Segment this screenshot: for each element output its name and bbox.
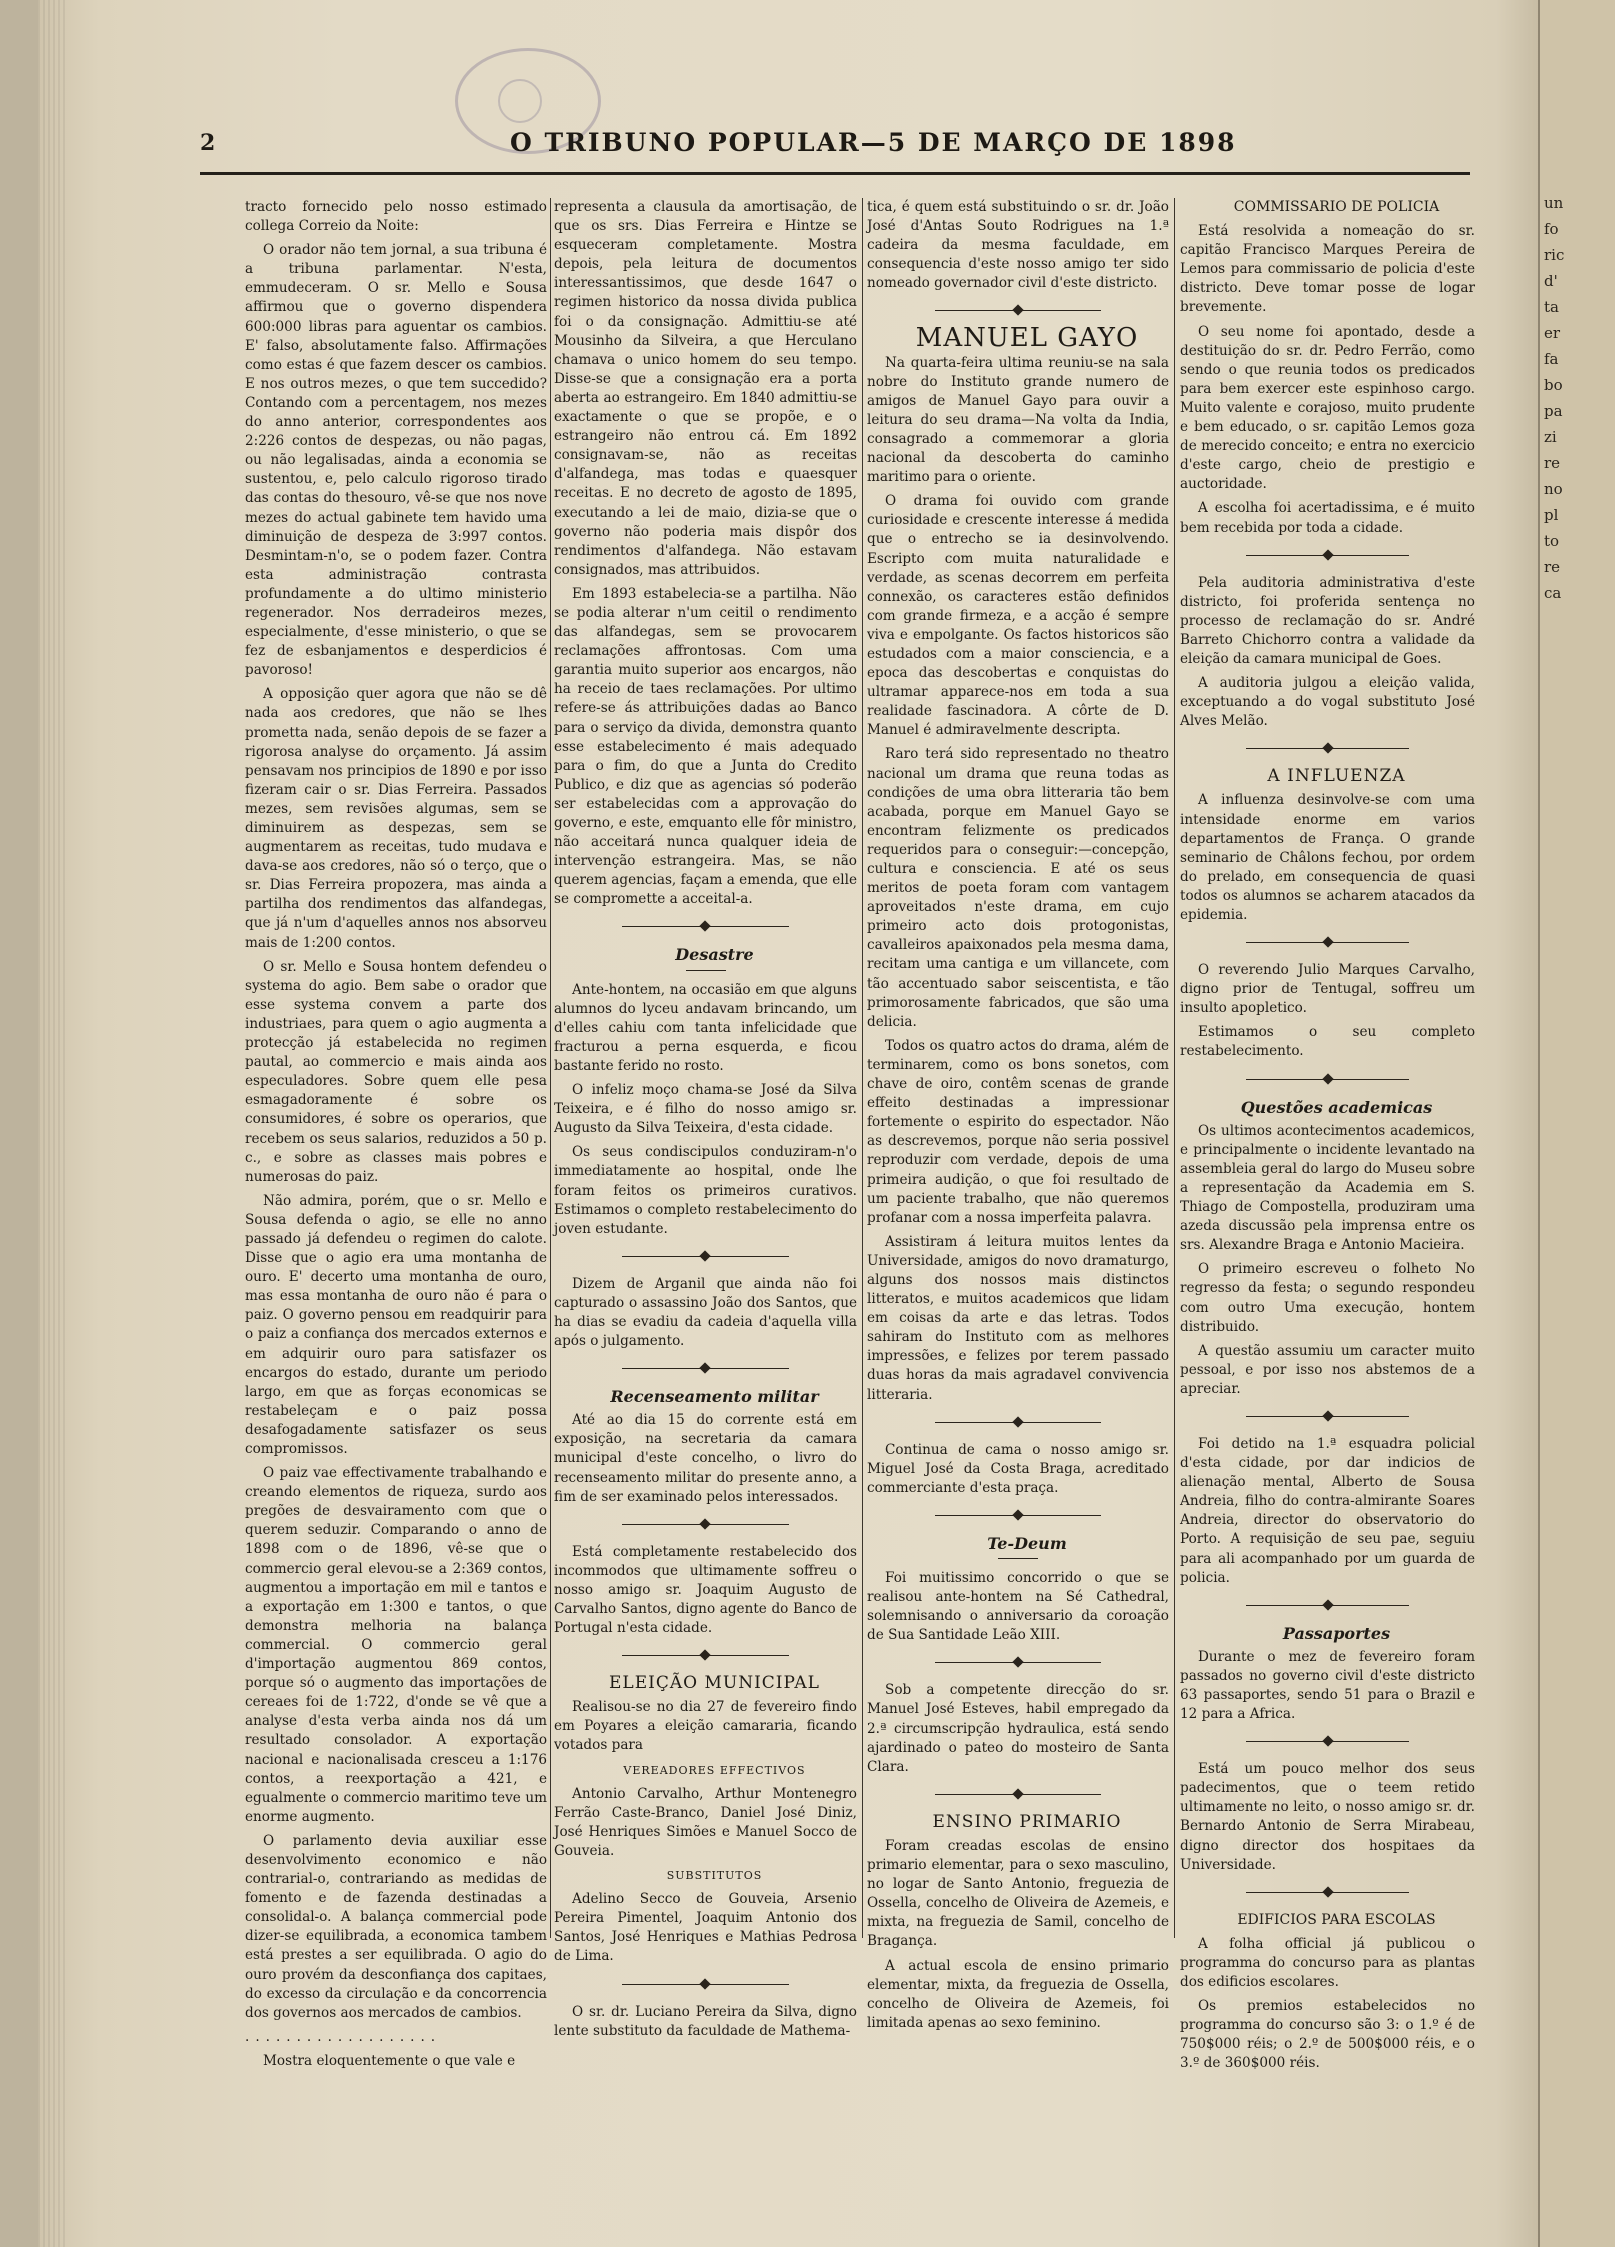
paragraph: Antonio Carvalho, Arthur Montenegro Ferrão Caste-Branco, Daniel José Diniz, José Henriques Simões e Manuel Socco de Gouveia. (554, 1785, 857, 1859)
paragraph: Não admira, porém, que o sr. Mello e Sousa defenda o agio, se elle no anno passado já defendeu o regimen do calote. Disse que o agio era uma montanha de ouro. E' decerto uma montanha de ouro, mas essa montanha de ouro não é para o paiz. O governo pensou em readquirir para o paiz a confiança dos mercados externos e em adquirir ouro para satisfazer os encargos do estado, durante um periodo largo, em que as forças economicas se restabeleçam e o paiz possa desafogadamente satisfazer os seus compromissos. (245, 1192, 547, 1457)
section-ornament (1246, 548, 1408, 562)
paragraph: A auditoria julgou a eleição valida, exceptuando a do vogal substituto José Alves Melão. (1180, 675, 1475, 730)
paragraph: Na quarta-feira ultima reuniu-se na sala nobre do Instituto grande numero de amigos de Manuel Gayo para ouvir a leitura do seu drama—Na volta da India, consagrado a commemorar a gloria nacional da descoberta do caminho maritimo para o oriente. (867, 354, 1169, 486)
section-ornament (1246, 935, 1408, 949)
paragraph: O orador não tem jornal, a sua tribuna é a tribuna parlamentar. N'esta, emmudeceram. O sr. Mello e Sousa affirmou que o governo dispendera 600:000 libras para aguentar os cambios. E' falso, absolutamente falso. Affirmações como estas é que fazem descer os cambios. E nos outros mezes, o que tem succedido? Contando com a percentagem, nos mezes do anno anterior, correspondentes aos 2:226 contos de despezas, ou não pagas, ou não legalisadas, ainda a economia se sustentou, e, pelo calculo rigoroso tirado das contas do thesouro, vê-se que nos nove mezes do actual gabinete tem havido uma diminuição de despeza de 3:997 contos. Desmintam-n'o, se o podem fazer. Contra esta administração contrasta profundamente a do ultimo ministerio regenerador. Nos derradeiros mezes, especialmente, d'esse ministerio, o que se fez de esbanjamentos e desperdicios é pavoroso! (245, 242, 547, 679)
adjacent-page-edge (1538, 0, 1615, 2247)
section-ornament (935, 303, 1101, 317)
header-rule (200, 172, 1470, 175)
paragraph: Os seus condiscipulos conduziram-n'o immediatamente ao hospital, onde lhe foram feitos os primeiros curativos. Estimamos o completo restabelecimento do joven estudante. (554, 1144, 857, 1237)
paragraph: Adelino Secco de Gouveia, Arsenio Pereira Pimentel, Joaquim Antonio dos Santos, José Henriques e Mathias Pedrosa de Lima. (554, 1891, 857, 1965)
section-ornament (935, 1787, 1101, 1801)
section-heading-desastre: Desastre (675, 945, 754, 965)
paragraph: Dizem de Arganil que ainda não foi capturado o assassino João dos Santos, que ha dias se evadiu da cadeia d'aquella villa após o julgamento. (554, 1275, 857, 1350)
section-heading-te-deum: Te-Deum (987, 1533, 1067, 1553)
section-heading-edificios: EDIFICIOS PARA ESCOLAS (1237, 1911, 1436, 1928)
paragraph: A folha official já publicou o programma do concurso para as plantas dos edificios escolares. (1180, 1935, 1475, 1991)
paragraph: Está completamente restabelecido dos incommodos que ultimamente soffreu o nosso amigo sr. Joaquim Augusto de Carvalho Santos, digno agente do Banco de Portugal n'esta cidade. (554, 1543, 857, 1637)
section-ornament (622, 1249, 789, 1263)
section-heading-ensino-primario: ENSINO PRIMARIO (932, 1811, 1122, 1832)
paragraph: representa a clausula da amortisação, de que os srs. Dias Ferreira e Hintze se esqueceram completamente. Mostra depois, pela leitura de documentos interessantissimos, que desde 1647 o regimen historico da nossa divida publica foi o da consignação. Admittiu-se até Mousinho da Silveira, a que Herculano chamava o unico homem do seu tempo. Disse-se que a consignação era a porta aberta ao estrangeiro. Em 1840 admittiu-se exactamente o que se propõe, e o estrangeiro não entrou cá. Em 1892 consignavam-se, não as receitas d'alfandega, mas todas e quaesquer receitas. E no decreto de agosto de 1895, executando a lei de maio, dizia-se que o governo não poderia mais dispôr dos rendimentos d'alfandega. Não estavam consignados, mas attribuidos. (554, 199, 857, 578)
column-1 (245, 198, 547, 2076)
section-heading-passaportes: Passaportes (1282, 1623, 1391, 1643)
section-ornament (622, 1648, 789, 1662)
paragraph: A opposição quer agora que não se dê nada aos credores, que não se lhes prometta nada, senão depois de se fazer a rigorosa analyse do orçamento. Já assim pensavam nos principios de 1890 e por isso fizeram cair o sr. Dias Ferreira. Passados mezes, sem revisões algumas, sem se diminuirem as despezas, sem se augmentarem as receitas, tudo mudava e dava-se aos credores, não só o terço, que o sr. Dias Ferreira propozera, mas ainda a partilha dos rendimentos das alfandegas, que já n'um d'aquelles annos nos absorveu mais de 1:200 contos. (245, 686, 547, 951)
paragraph: Os ultimos acontecimentos academicos, e principalmente o incidente levantado na assembleia geral do largo do Museu sobre a representação da Academia em S. Thiago de Compostella, produziram uma azeda discussão pela imprensa entre os srs. Alexandre Braga e Antonio Macieira. (1180, 1122, 1475, 1254)
paragraph: A questão assumiu um caracter muito pessoal, e por isso nos abstemos de a apreciar. (1180, 1342, 1475, 1397)
paragraph: A escolha foi acertadissima, e é muito bem recebida por toda a cidade. (1180, 500, 1475, 536)
paragraph: Realisou-se no dia 27 de fevereiro findo em Poyares a eleição camararia, ficando votados para (554, 1699, 857, 1754)
column-divider (1174, 198, 1175, 1938)
section-ornament (935, 1415, 1101, 1429)
paragraph: O drama foi ouvido com grande curiosidade e crescente interesse á medida que o entrecho se ia desinvolvendo. Escripto com muita naturalidade e verdade, as scenas decorrem em perfeita connexão, os caracteres estão definidos com grande firmeza, e a acção é sempre viva e empolgante. Os factos historicos são estudados com a maior consciencia, e a epoca das descobertas e conquistas do ultramar apparece-nos em toda a sua realidade fascinadora. A côrte de D. Manuel é admiravelmente descripta. (867, 493, 1169, 739)
section-ornament (1246, 741, 1408, 755)
paragraph: A actual escola de ensino primario elementar, mixta, da freguezia de Ossella, concelho de Oliveira de Azemeis, foi limitada apenas ao sexo feminino. (867, 1957, 1169, 2031)
paragraph: O sr. dr. Luciano Pereira da Silva, digno lente substituto da faculdade de Mathema- (554, 2003, 857, 2039)
section-ornament (1246, 1885, 1408, 1899)
section-heading-influenza: A INFLUENZA (1267, 766, 1406, 787)
section-ornament (622, 1517, 789, 1531)
paragraph: tracto fornecido pelo nosso estimado collega Correio da Noite: (245, 199, 547, 235)
paragraph: tica, é quem está substituindo o sr. dr. João José d'Antas Souto Rodrigues na 1.ª cadeira da mesma faculdade, em consequencia d'este nosso amigo ter sido nomeado governador civil d'este districto. (867, 199, 1169, 292)
paragraph: O seu nome foi apontado, desde a destituição do sr. dr. Pedro Ferrão, como sendo o que reunia todos os predicados para bem exercer este espinhoso cargo. Muito valente e corajoso, muito prudente e bem educado, o sr. capitão Lemos goza de merecido conceito; e entra no exercicio d'este cargo, cheio de prestigio e auctoridade. (1180, 323, 1475, 493)
ellipsis-line: ................... (245, 2028, 442, 2045)
section-heading-eleicao: ELEIÇÃO MUNICIPAL (609, 1673, 820, 1694)
adjacent-page-text: un fo ric d' ta er fa bo pa zi re no pl to re ca (1544, 194, 1565, 602)
short-rule (998, 1558, 1038, 1559)
paragraph: O infeliz moço chama-se José da Silva Teixeira, e é filho do nosso amigo sr. Augusto da Silva Teixeira, d'esta cidade. (554, 1082, 857, 1137)
section-ornament (1246, 1734, 1408, 1748)
masthead: O TRIBUNO POPULAR—5 DE MARÇO DE 1898 (510, 128, 1237, 157)
paragraph: Ante-hontem, na occasião em que alguns alumnos do lyceu andavam brincando, um d'elles cahiu com tanta infelicidade que fracturou a perna esquerda, e ficou bastante ferido no rosto. (554, 981, 857, 1074)
paragraph: O paiz vae effectivamente trabalhando e creando elementos de riqueza, surdo aos pregões de desvairamento com que o querem seduzir. Comparando o anno de 1898 com o de 1896, vê-se que o commercio geral elevou-se a 2:369 contos, augmentou a importação em mil e tantos e a exportação em 1:300 e tantos, o que demonstra melhoria na balança commercial. O commercio geral d'importação augmentou 869 contos, porque só o augmento das importações de cereaes foi de 1:722, d'onde se vê que a analyse d'esta verba ainda nos dá um resultado consolador. A exportação nacional e nacionalisada cresceu a 1:176 contos, a reexportação a 421, e egualmente o commercio maritimo teve um enorme augmento. (245, 1465, 547, 1825)
paragraph: Durante o mez de fevereiro foram passados no governo civil d'este districto 63 passaportes, sendo 51 para o Brazil e 12 para a Africa. (1180, 1648, 1475, 1723)
short-rule (686, 970, 726, 971)
section-ornament (935, 1508, 1101, 1522)
column-2 (554, 198, 857, 2046)
page-header (200, 126, 1470, 166)
paragraph: A influenza desinvolve-se com uma intensidade enorme em varios departamentos de França. O grande seminario de Châlons fechou, por ordem do prelado, em consequencia de quasi todos os alumnos se acharem atacados da epidemia. (1180, 792, 1475, 923)
column-4 (1180, 198, 1475, 2079)
paragraph: Assistiram á leitura muitos lentes da Universidade, amigos do novo dramaturgo, alguns dos nossos mais distinctos litteratos, e muitos academicos que lidam em coisas da arte e das letras. Todos sahiram do Instituto com as melhores impressões, e felizes por terem passado duas horas da mais agradavel convivencia litteraria. (867, 1233, 1169, 1403)
section-ornament (622, 1361, 789, 1375)
paragraph: Os premios estabelecidos no programma do concurso são 3: o 1.º é de 750$000 réis; o 2.º de 500$000 réis, e o 3.º de 360$000 réis. (1180, 1998, 1475, 2072)
section-ornament (935, 1655, 1101, 1669)
paragraph: Em 1893 estabelecia-se a partilha. Não se podia alterar n'um ceitil o rendimento das alfandegas, sem se provocarem reclamações affrontosas. Com uma garantia muito superior aos encargos, não ha receio de taes reclamações. Por ultimo refere-se ás attribuições dadas ao Banco para o serviço da divida, demonstra quanto esse estabelecimento é mais adequado para o fim, do que a Junta do Credito Publico, e diz que as agencias só poderão ser estabelecidas com a approvação do governo, e este, emquanto elle fôr ministro, não acceitará nunca qualquer ideia de intervenção estrangeira. Mas, se não querem agencias, façam a emenda, que elle se compromette a acceital-a. (554, 585, 857, 908)
paragraph: O reverendo Julio Marques Carvalho, digno prior de Tentugal, soffreu um insulto apopletico. (1180, 962, 1475, 1017)
paragraph: O primeiro escreveu o folheto No regresso da festa; o segundo respondeu com outro Uma execução, hontem distribuido. (1180, 1261, 1475, 1335)
section-heading-recenseamento: Recenseamento militar (610, 1387, 819, 1407)
paragraph: Sob a competente direcção do sr. Manuel José Esteves, habil empregado da 2.ª circumscripção hydraulica, está sendo ajardinado o pateo do mosteiro de Santa Clara. (867, 1682, 1169, 1775)
subheading-vereadores: VEREADORES EFFECTIVOS (623, 1763, 806, 1777)
column-3 (867, 198, 1169, 2038)
column-divider (862, 198, 863, 1938)
paragraph: Até ao dia 15 do corrente está em exposição, na secretaria da camara municipal d'este concelho, o livro do recenseamento militar do presente anno, a fim de ser examinado pelos interessados. (554, 1412, 857, 1505)
paragraph: Foi muitissimo concorrido o que se realisou ante-hontem na Sé Cathedral, solemnisando o anniversario da coroação de Sua Santidade Leão XIII. (867, 1570, 1169, 1644)
section-heading-questoes: Questões academicas (1240, 1097, 1433, 1117)
paragraph: O sr. Mello e Sousa hontem defendeu o systema do agio. Bem sabe o orador que esse systema convem a parte dos industriaes, para quem o agio augmenta a protecção já estabelecida no regimen pautal, ao commercio e mais ainda aos especuladores. Sobre quem elle pesa esmagadoramente é sobre os consumidores, é sobre os operarios, que recebem os seus salarios, reduzidos a 50 p. c., e sobre as classes mais pobres e numerosas do paiz. (245, 958, 547, 1185)
paragraph: Mostra eloquentemente o que vale e (263, 2052, 516, 2069)
paragraph: Continua de cama o nosso amigo sr. Miguel José da Costa Braga, acreditado commerciante d'esta praça. (867, 1441, 1169, 1496)
section-heading-commissario: COMMISSARIO DE POLICIA (1233, 199, 1440, 215)
section-ornament (1246, 1598, 1408, 1612)
section-ornament (1246, 1409, 1408, 1423)
column-divider (550, 198, 551, 1938)
paragraph: Raro terá sido representado no theatro nacional um drama que reuna todas as condições de uma obra litteraria tão bem acabada, porque em Manuel Gayo se encontram felizmente os predicados requeridos para o conseguir:—concepção, cultura e consciencia. E até os seus meritos de poeta foram com vantagem aproveitados n'este drama, em cujo primeiro acto dois protogonistas, cavalleiros apaixonados pela mesma dama, recitam uma cantiga e um villancete, com tão accentuado sabor seiscentista, e tão primorosamente fabricados, que são uma delicia. (867, 746, 1169, 1030)
page-number: 2 (200, 130, 216, 156)
paragraph: Foi detido na 1.ª esquadra policial d'esta cidade, por dar indicios de alienação mental, Alberto de Sousa Andreia, filho do contra-almirante Soares Andreia, director do observatorio do Porto. A requisição de seu pae, seguiu para ali acompanhado por um guarda de policia. (1180, 1435, 1475, 1586)
section-ornament (622, 1977, 789, 1991)
paragraph: Estimamos o seu completo restabelecimento. (1180, 1024, 1475, 1060)
paragraph: Pela auditoria administrativa d'este districto, foi proferida sentença no processo de reclamação do sr. André Barreto Chichorro contra a validade da eleição da camara municipal de Goes. (1180, 574, 1475, 667)
paragraph: Está um pouco melhor dos seus padecimentos, que o teem retido ultimamente no leito, o nosso amigo sr. dr. Bernardo Antonio de Serra Mirabeau, digno director dos hospitaes da Universidade. (1180, 1761, 1475, 1873)
section-ornament (1246, 1072, 1408, 1086)
subheading-substitutos: SUBSTITUTOS (666, 1869, 763, 1883)
paragraph: Foram creadas escolas de ensino primario elementar, para o sexo masculino, no logar de Santo Antonio, freguezia de Ossella, concelho de Oliveira de Azemeis, e mixta, na freguezia de Samil, concelho de Bragança. (867, 1837, 1169, 1950)
section-heading-manuel-gayo: MANUEL GAYO (915, 323, 1139, 354)
paragraph: O parlamento devia auxiliar esse desenvolvimento economico e não contrarial-o, contrariando as medidas de fomento e de fazenda destinadas a consolidal-o. A balança commercial pode dizer-se equilibrada, a economica tambem está prestes a ser equilibrada. O agio do ouro provém da desconfiança dos capitaes, do excesso da circulação e da concorrencia dos governos aos mercados de cambios. (245, 1832, 547, 2021)
section-ornament (622, 919, 789, 933)
paragraph: Está resolvida a nomeação do sr. capitão Francisco Marques Pereira de Lemos para commissario de policia d'este districto. Deve tomar posse de logar brevemente. (1180, 223, 1475, 316)
paragraph: Todos os quatro actos do drama, além de terminarem, como os bons sonetos, com chave de oiro, contêm scenas de grande effeito destinadas a impressionar fortemente o espirito do espectador. Não as descrevemos, porque não seria possivel reproduzir com verdade, depois de uma primeira audição, o que foi resultado de um paciente trabalho, que não queremos profanar com a nossa imperfeita palavra. (867, 1037, 1169, 1226)
